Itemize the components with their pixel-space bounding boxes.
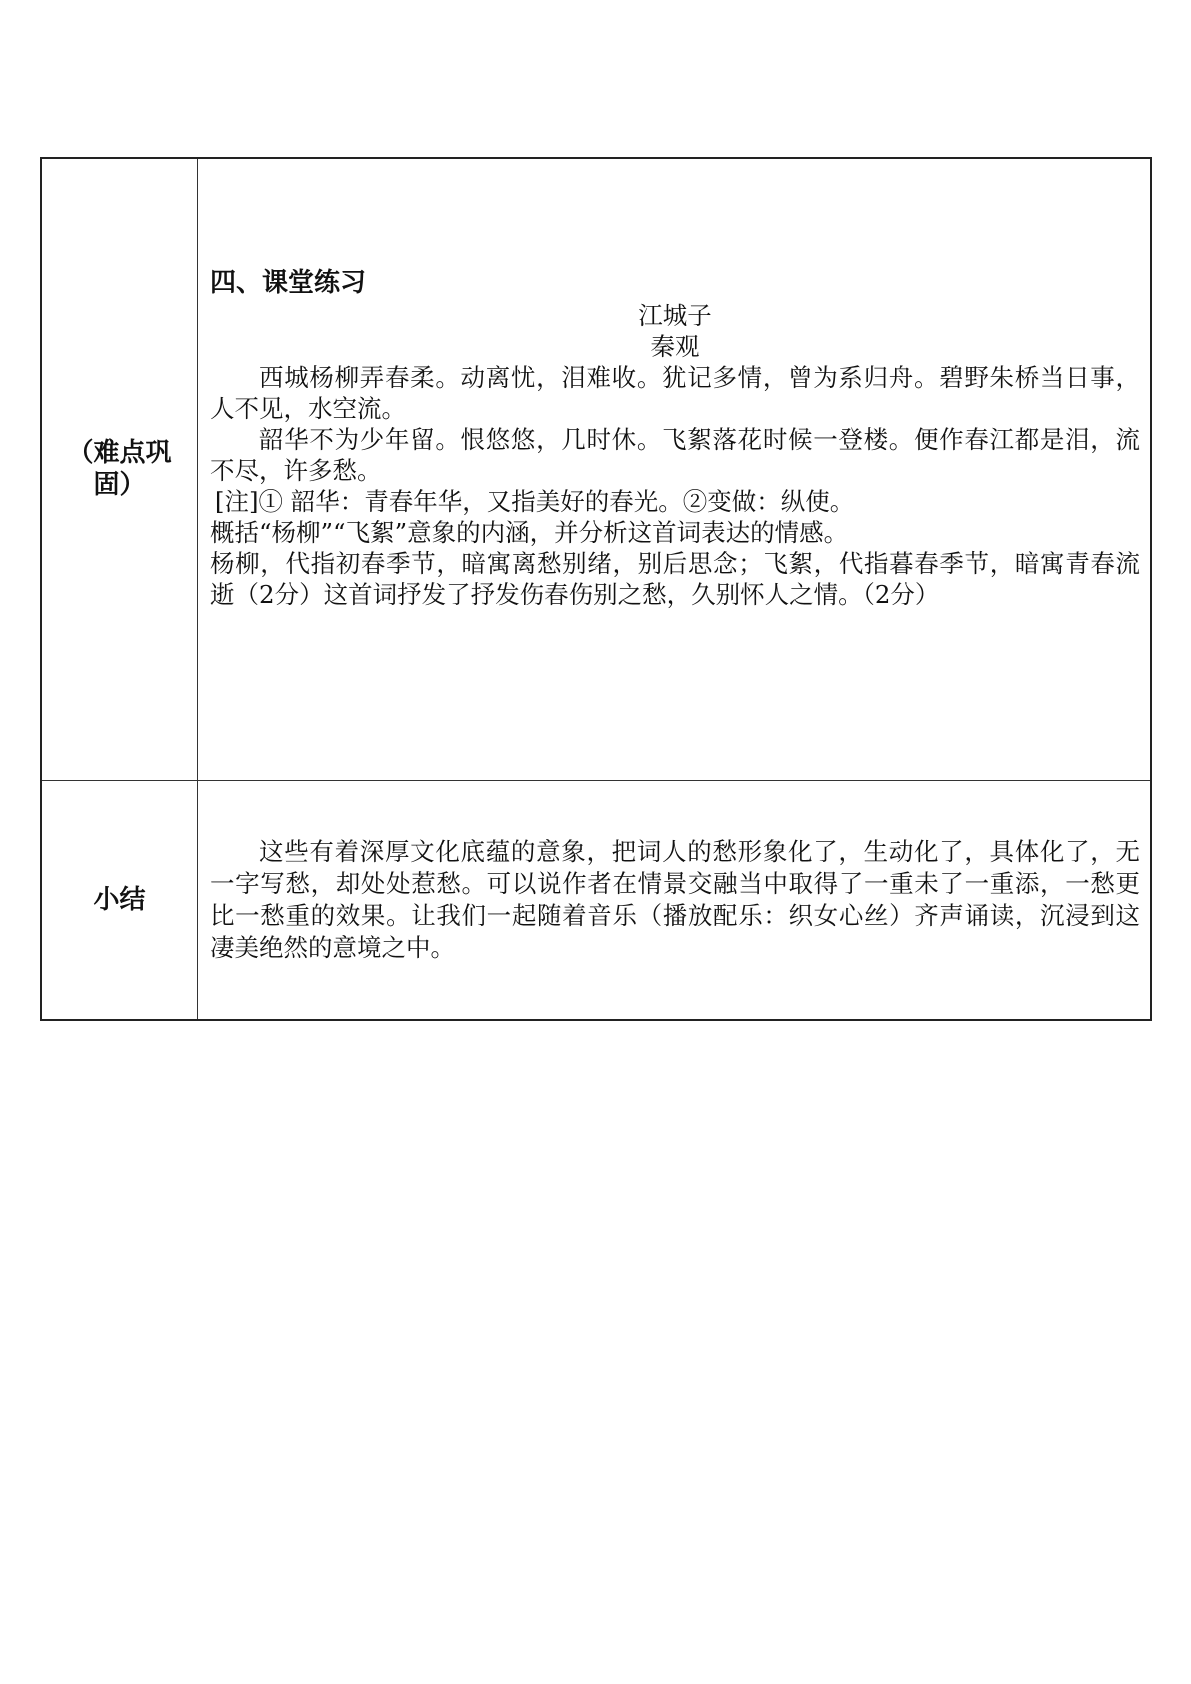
summary-content — [198, 836, 1150, 964]
row-label: 小结 — [93, 884, 146, 915]
row-label-cell — [41, 158, 198, 780]
poem-note: [注]① 韶华：青春年华，又指美好的春光。②变做：纵使。 — [214, 487, 855, 516]
exercise-content — [198, 159, 1150, 610]
section-heading: 四、课堂练习 — [210, 268, 367, 298]
row-content-cell — [198, 780, 1152, 1020]
poem-stanza-2: 韶华不为少年留。恨悠悠，几时休。飞絮落花时候一登楼。便作春江都是泪，流不尽，许多愁。 — [210, 425, 1140, 485]
row-content-cell — [198, 158, 1152, 780]
poem-title: 江城子 — [638, 301, 712, 330]
poem-stanza-1: 西城杨柳弄春柔。动离忧，泪难收。犹记多情，曾为系归舟。碧野朱桥当日事，人不见，水空流。 — [210, 363, 1140, 423]
summary-text: 这些有着深厚文化底蕴的意象，把词人的愁形象化了，生动化了，具体化了，无一字写愁，却处处惹愁。可以说作者在情景交融当中取得了一重未了一重添，一愁更比一愁重的效果。让我们一起随着音乐（播放配乐：织女心丝）齐声诵读，沉浸到这凄美绝然的意境之中。 — [210, 836, 1140, 962]
row-label: （难点巩固） — [67, 438, 172, 501]
table-row-difficulty — [41, 158, 1151, 780]
lesson-plan-table — [40, 157, 1152, 1021]
poem-author: 秦观 — [650, 332, 700, 361]
table-row-summary — [41, 780, 1151, 1020]
row-label-cell — [41, 780, 198, 1020]
exercise-question: 概括“杨柳”“飞絮”意象的内涵，并分析这首词表达的情感。 — [210, 518, 849, 547]
exercise-answer: 杨柳，代指初春季节，暗寓离愁别绪，别后思念；飞絮，代指暮春季节，暗寓青春流逝（2分）这首词抒发了抒发伤春伤别之愁，久别怀人之情。（2分） — [210, 549, 1140, 609]
